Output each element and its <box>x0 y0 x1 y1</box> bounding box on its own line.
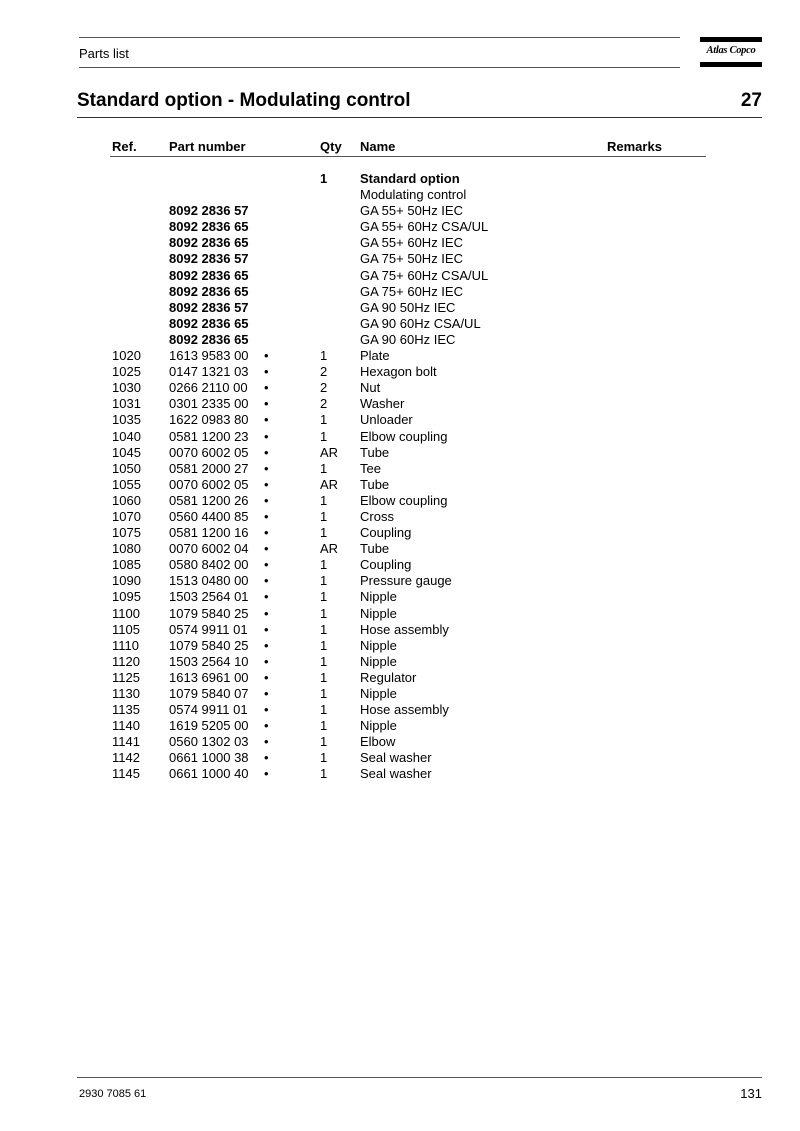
cell-bullet: • <box>264 573 269 589</box>
cell-qty: 1 <box>320 348 328 364</box>
cell-qty: 1 <box>320 508 328 524</box>
cell-name: GA 90 50Hz IEC <box>360 299 456 315</box>
table-row <box>0 332 800 348</box>
cell-ref: 1120 <box>112 653 140 669</box>
cell-ref: 1025 <box>112 364 141 380</box>
cell-ref: 1085 <box>112 557 141 573</box>
cell-part-number: 1079 5840 25 <box>169 605 249 621</box>
cell-qty: 1 <box>320 605 328 621</box>
cell-ref: 1031 <box>112 396 141 412</box>
table-row <box>0 766 800 782</box>
cell-name: Hexagon bolt <box>360 364 437 380</box>
cell-name: GA 55+ 60Hz IEC <box>360 235 463 251</box>
cell-bullet: • <box>264 718 269 734</box>
header-top-rule <box>79 37 680 38</box>
cell-ref: 1140 <box>112 718 140 734</box>
cell-ref: 1125 <box>112 669 140 685</box>
cell-bullet: • <box>264 750 269 766</box>
table-row <box>0 364 800 380</box>
cell-part-number: 0070 6002 04 <box>169 541 249 557</box>
cell-qty: 1 <box>320 637 328 653</box>
cell-name: Hose assembly <box>360 621 449 637</box>
table-row <box>0 461 800 477</box>
cell-ref: 1141 <box>112 734 140 750</box>
cell-qty: 1 <box>320 589 328 605</box>
cell-ref: 1075 <box>112 525 141 541</box>
cell-part-number: 1513 0480 00 <box>169 573 249 589</box>
cell-ref: 1055 <box>112 476 141 492</box>
cell-qty: 1 <box>320 766 328 782</box>
cell-name: Hose assembly <box>360 702 449 718</box>
cell-name: Tube <box>360 476 390 492</box>
cell-name: Nipple <box>360 686 397 701</box>
cell-ref: 1100 <box>112 605 140 621</box>
header-label: Parts list <box>79 46 129 61</box>
footer-rule <box>77 1077 762 1078</box>
cell-ref: 1142 <box>112 750 140 766</box>
cell-name: Elbow coupling <box>360 492 448 508</box>
cell-qty: 2 <box>320 364 328 380</box>
cell-name: Seal washer <box>360 750 432 766</box>
column-header-part-number: Part number <box>169 139 246 154</box>
cell-part-number: 1622 0983 80 <box>169 412 249 428</box>
cell-qty: 1 <box>320 669 328 685</box>
cell-ref: 1130 <box>112 686 140 701</box>
cell-name: Elbow coupling <box>360 428 448 444</box>
table-header-rule <box>110 156 706 157</box>
cell-ref: 1035 <box>112 412 141 428</box>
cell-qty: 1 <box>320 750 328 766</box>
cell-part-number: 0661 1000 40 <box>169 766 249 782</box>
table-row <box>0 750 800 766</box>
table-row <box>0 638 800 654</box>
cell-part-number: 0070 6002 05 <box>169 444 249 460</box>
cell-bullet: • <box>264 605 269 621</box>
cell-name: Seal washer <box>360 766 432 782</box>
cell-name: Regulator <box>360 669 417 685</box>
cell-part-number: 8092 2836 65 <box>169 315 249 331</box>
cell-bullet: • <box>264 444 269 460</box>
cell-ref: 1045 <box>112 444 141 460</box>
logo-bottom-bar <box>700 62 762 67</box>
cell-bullet: • <box>264 589 269 605</box>
table-row <box>0 380 800 396</box>
cell-name: Coupling <box>360 525 412 541</box>
cell-bullet: • <box>264 380 269 396</box>
cell-ref: 1020 <box>112 348 141 364</box>
cell-bullet: • <box>264 348 269 364</box>
page-number: 131 <box>740 1086 762 1101</box>
table-row <box>0 300 800 316</box>
table-row <box>0 606 800 622</box>
table-row <box>0 445 800 461</box>
cell-part-number: 0661 1000 38 <box>169 750 249 766</box>
cell-name: GA 55+ 50Hz IEC <box>360 203 463 219</box>
cell-qty: 1 <box>320 412 328 428</box>
cell-bullet: • <box>264 364 269 380</box>
cell-qty: 1 <box>320 718 328 734</box>
table-row <box>0 622 800 638</box>
cell-name: Nipple <box>360 637 397 653</box>
table-row <box>0 493 800 509</box>
logo-top-bar <box>700 37 762 42</box>
cell-part-number: 8092 2836 65 <box>169 219 249 235</box>
table-row <box>0 589 800 605</box>
cell-qty: 1 <box>320 686 328 701</box>
table-row <box>0 654 800 670</box>
cell-qty: 1 <box>320 734 328 750</box>
cell-name: Tube <box>360 444 390 460</box>
cell-bullet: • <box>264 686 269 701</box>
cell-bullet: • <box>264 412 269 428</box>
cell-name: Coupling <box>360 557 412 573</box>
cell-qty: 1 <box>320 621 328 637</box>
table-row <box>0 573 800 589</box>
column-header-qty: Qty <box>320 139 342 154</box>
cell-ref: 1030 <box>112 380 141 396</box>
cell-part-number: 1503 2564 10 <box>169 653 249 669</box>
cell-name: Plate <box>360 348 390 364</box>
column-header-name: Name <box>360 139 396 154</box>
title-rule <box>77 117 762 118</box>
table-row <box>0 316 800 332</box>
table-row <box>0 734 800 750</box>
brand-logo <box>700 37 762 67</box>
table-row <box>0 477 800 493</box>
cell-bullet: • <box>264 460 269 476</box>
cell-ref: 1080 <box>112 541 141 557</box>
cell-name: Tee <box>360 460 381 476</box>
parts-table-body <box>0 171 800 783</box>
cell-ref: 1050 <box>112 460 141 476</box>
cell-part-number: 0560 1302 03 <box>169 734 249 750</box>
cell-qty: 1 <box>320 525 328 541</box>
cell-part-number: 1079 5840 07 <box>169 686 249 701</box>
table-row <box>0 203 800 219</box>
cell-part-number: 1613 6961 00 <box>169 669 249 685</box>
cell-part-number: 1613 9583 00 <box>169 348 249 364</box>
cell-part-number: 0147 1321 03 <box>169 364 249 380</box>
cell-ref: 1135 <box>112 702 140 718</box>
cell-part-number: 8092 2836 57 <box>169 203 249 219</box>
cell-qty: AR <box>320 476 339 492</box>
cell-ref: 1105 <box>112 621 140 637</box>
cell-name: Nipple <box>360 589 397 605</box>
cell-part-number: 8092 2836 57 <box>169 299 249 315</box>
cell-qty: AR <box>320 541 339 557</box>
cell-qty: 1 <box>320 573 328 589</box>
cell-name: Nipple <box>360 653 397 669</box>
cell-bullet: • <box>264 734 269 750</box>
cell-name: GA 90 60Hz IEC <box>360 331 456 347</box>
cell-part-number: 0581 1200 16 <box>169 525 249 541</box>
cell-bullet: • <box>264 766 269 782</box>
table-row <box>0 541 800 557</box>
cell-qty: 2 <box>320 396 328 412</box>
table-row <box>0 718 800 734</box>
table-row <box>0 525 800 541</box>
cell-qty: 2 <box>320 380 328 396</box>
cell-part-number: 0580 8402 00 <box>169 557 249 573</box>
header-bottom-rule <box>79 67 680 68</box>
cell-bullet: • <box>264 428 269 444</box>
document-number: 2930 7085 61 <box>79 1088 147 1100</box>
table-row <box>0 348 800 364</box>
cell-qty: 1 <box>320 171 328 186</box>
cell-ref: 1095 <box>112 589 141 605</box>
table-row <box>0 268 800 284</box>
logo-wordmark: Atlas Copco <box>706 45 756 56</box>
table-row <box>0 251 800 267</box>
cell-part-number: 8092 2836 65 <box>169 331 249 347</box>
table-row <box>0 670 800 686</box>
cell-ref: 1145 <box>112 766 140 782</box>
table-row <box>0 284 800 300</box>
cell-ref: 1070 <box>112 508 141 524</box>
cell-bullet: • <box>264 621 269 637</box>
cell-ref: 1110 <box>112 637 139 653</box>
cell-name: GA 55+ 60Hz CSA/UL <box>360 219 489 235</box>
cell-name: GA 75+ 60Hz IEC <box>360 283 463 299</box>
cell-part-number: 1619 5205 00 <box>169 718 249 734</box>
cell-qty: 1 <box>320 492 328 508</box>
cell-name: Nipple <box>360 718 397 734</box>
page-title: Standard option - Modulating control <box>77 90 411 111</box>
cell-part-number: 0560 4400 85 <box>169 508 249 524</box>
cell-part-number: 1079 5840 25 <box>169 637 249 653</box>
cell-part-number: 0070 6002 05 <box>169 476 249 492</box>
cell-ref: 1060 <box>112 492 141 508</box>
cell-qty: 1 <box>320 557 328 573</box>
cell-name: GA 90 60Hz CSA/UL <box>360 315 481 331</box>
cell-part-number: 8092 2836 57 <box>169 251 249 267</box>
cell-name: Standard option <box>360 171 460 186</box>
table-row <box>0 187 800 203</box>
cell-qty: 1 <box>320 653 328 669</box>
table-row <box>0 235 800 251</box>
table-row <box>0 557 800 573</box>
cell-bullet: • <box>264 476 269 492</box>
cell-bullet: • <box>264 541 269 557</box>
cell-bullet: • <box>264 702 269 718</box>
table-row <box>0 686 800 702</box>
cell-bullet: • <box>264 557 269 573</box>
cell-part-number: 8092 2836 65 <box>169 267 249 283</box>
cell-part-number: 0574 9911 01 <box>169 621 248 637</box>
cell-name: GA 75+ 50Hz IEC <box>360 251 463 267</box>
table-row <box>0 412 800 428</box>
section-number: 27 <box>740 90 762 111</box>
table-row <box>0 702 800 718</box>
cell-qty: 1 <box>320 460 328 476</box>
column-header-ref: Ref. <box>112 139 137 154</box>
cell-part-number: 8092 2836 65 <box>169 283 249 299</box>
cell-name: Elbow <box>360 734 396 750</box>
cell-name: Unloader <box>360 412 413 428</box>
table-row <box>0 429 800 445</box>
table-row <box>0 219 800 235</box>
cell-part-number: 0581 2000 27 <box>169 460 249 476</box>
cell-part-number: 8092 2836 65 <box>169 235 249 251</box>
cell-name: Nipple <box>360 605 397 621</box>
cell-bullet: • <box>264 653 269 669</box>
cell-name: Tube <box>360 541 390 557</box>
cell-part-number: 0266 2110 00 <box>169 380 248 396</box>
cell-qty: 1 <box>320 428 328 444</box>
cell-part-number: 0581 1200 23 <box>169 428 249 444</box>
cell-name: Cross <box>360 508 394 524</box>
cell-qty: AR <box>320 444 339 460</box>
cell-part-number: 0574 9911 01 <box>169 702 248 718</box>
cell-bullet: • <box>264 492 269 508</box>
cell-name: Nut <box>360 380 381 396</box>
cell-ref: 1090 <box>112 573 141 589</box>
table-row <box>0 171 800 187</box>
cell-part-number: 0581 1200 26 <box>169 492 249 508</box>
cell-name: Pressure gauge <box>360 573 452 589</box>
cell-part-number: 1503 2564 01 <box>169 589 249 605</box>
cell-bullet: • <box>264 637 269 653</box>
cell-name: GA 75+ 60Hz CSA/UL <box>360 267 489 283</box>
table-row <box>0 509 800 525</box>
table-row <box>0 396 800 412</box>
cell-name: Washer <box>360 396 405 412</box>
column-header-remarks: Remarks <box>607 139 662 154</box>
cell-ref: 1040 <box>112 428 141 444</box>
cell-bullet: • <box>264 525 269 541</box>
cell-bullet: • <box>264 508 269 524</box>
cell-name: Modulating control <box>360 187 467 203</box>
cell-bullet: • <box>264 396 269 412</box>
cell-qty: 1 <box>320 702 328 718</box>
cell-bullet: • <box>264 669 269 685</box>
cell-part-number: 0301 2335 00 <box>169 396 249 412</box>
